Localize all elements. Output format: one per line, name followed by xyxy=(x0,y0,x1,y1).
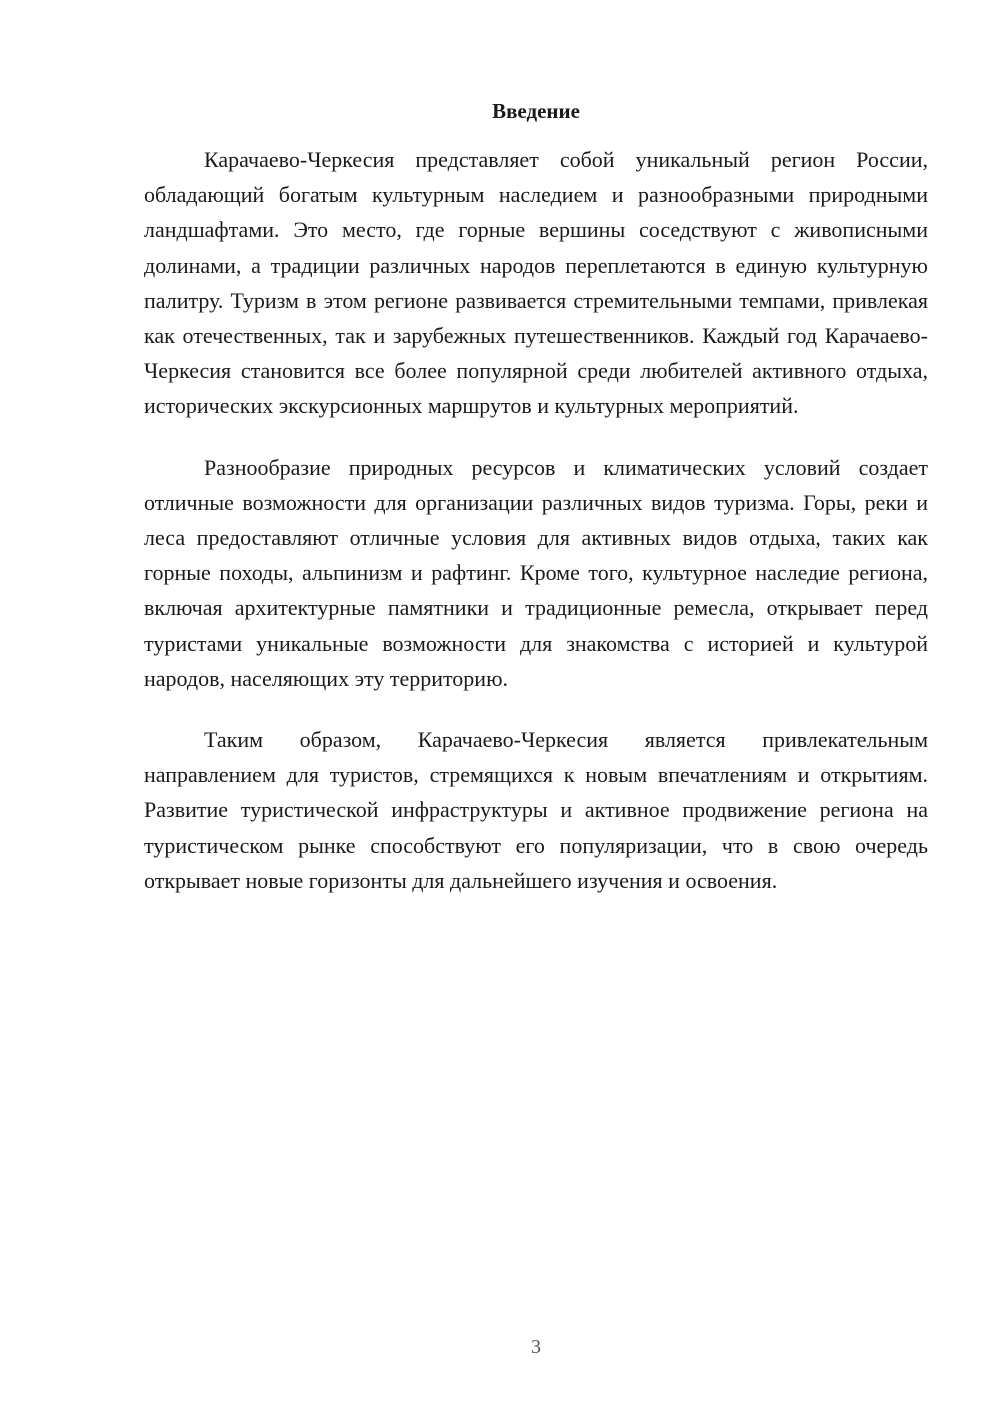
paragraph: Разнообразие природных ресурсов и климатических условий создает отличные возможности для организации различных видов туризма. Горы, реки и леса предоставляют отличные условия для активных видов отдыха, таких как горные походы, альпинизм и рафтинг. Кроме того, культурное наследие региона, включая архитектурные памятники и традиционные ремесла, открывает перед туристами уникальные возможности для знакомства с историей и культурой народов, населяющих эту территорию. xyxy=(144,454,928,691)
paragraph: Карачаево-Черкесия представляет собой уникальный регион России, обладающий богатым культурным наследием и разнообразными природными ландшафтами. Это место, где горные вершины соседствуют с живописными долинами, а традиции различных народов переплетаются в единую культурную палитру. Туризм в этом регионе развивается стремительными темпами, привлекая как отечественных, так и зарубежных путешественников. Каждый год Карачаево-Черкесия становится все более популярной среди любителей активного отдыха, исторических экскурсионных маршрутов и культурных мероприятий. xyxy=(144,147,928,419)
body-text xyxy=(144,142,928,924)
page-number: 3 xyxy=(531,1336,541,1358)
section-heading: Введение xyxy=(492,99,580,123)
paragraph: Таким образом, Карачаево-Черкесия является привлекательным направлением для туристов, стремящихся к новым впечатлениям и открытиям. Развитие туристической инфраструктуры и активное продвижение региона на туристическом рынке способствуют его популяризации, что в свою очередь открывает новые горизонты для дальнейшего изучения и освоения. xyxy=(144,727,928,893)
